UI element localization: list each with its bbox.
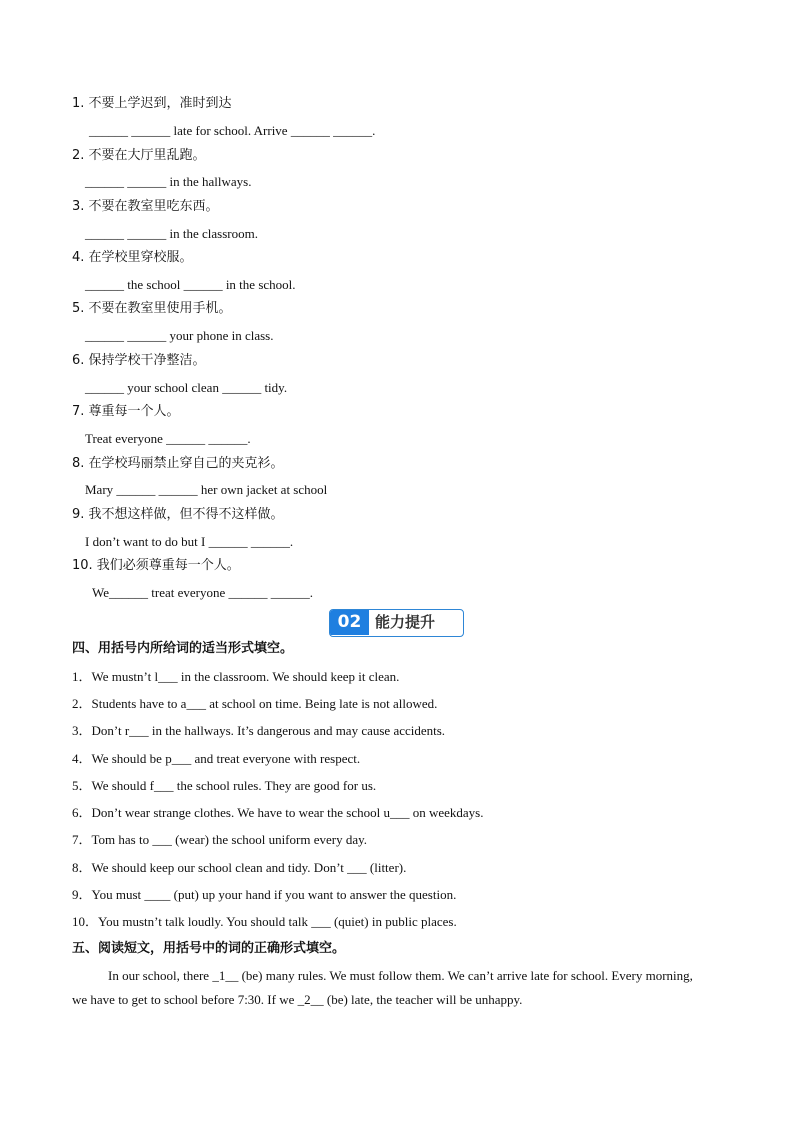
s4-item-8: 8．We should keep our school clean and tidy. Don’t ___ (litter). <box>72 860 407 875</box>
badge-number: 02 <box>330 610 369 635</box>
item-1-chinese: 1. 不要上学迟到，准时到达 <box>72 96 232 111</box>
item-9-english: I don’t want to do but I ______ ______. <box>85 534 294 549</box>
s5-paragraph-line-1: In our school, there _1__ (be) many rules. We must follow them. We can’t arrive late for school. Every morning, <box>108 968 693 983</box>
s4-item-1: 1．We mustn’t l___ in the classroom. We should keep it clean. <box>72 669 400 684</box>
item-3-chinese: 3. 不要在教室里吃东西。 <box>72 199 219 214</box>
item-2-english: ______ ______ in the hallways. <box>85 174 252 189</box>
item-4-chinese: 4. 在学校里穿校服。 <box>72 250 193 265</box>
s4-item-9: 9．You must ____ (put) up your hand if you want to answer the question. <box>72 887 457 902</box>
item-3-english: ______ ______ in the classroom. <box>85 226 258 241</box>
section-4-heading: 四、用括号内所给词的适当形式填空。 <box>72 641 294 656</box>
s4-item-7: 7．Tom has to ___ (wear) the school uniform every day. <box>72 832 368 847</box>
item-7-english: Treat everyone ______ ______. <box>85 431 251 446</box>
item-8-chinese: 8. 在学校玛丽禁止穿自己的夹克衫。 <box>72 456 284 471</box>
s4-item-6: 6．Don’t wear strange clothes. We have to wear the school u___ on weekdays. <box>72 805 484 820</box>
s4-item-10: 10．You mustn’t talk loudly. You should talk ___ (quiet) in public places. <box>72 914 457 929</box>
item-5-english: ______ ______ your phone in class. <box>85 328 274 343</box>
item-6-english: ______ your school clean ______ tidy. <box>85 380 288 395</box>
s4-item-3: 3．Don’t r___ in the hallways. It’s dangerous and may cause accidents. <box>72 723 446 738</box>
item-8-english: Mary ______ ______ her own jacket at school <box>85 482 328 497</box>
item-4-english: ______ the school ______ in the school. <box>85 277 296 292</box>
item-5-chinese: 5. 不要在教室里使用手机。 <box>72 301 232 316</box>
item-1-english: ______ ______ late for school. Arrive ______ ______. <box>89 123 376 138</box>
item-7-chinese: 7. 尊重每一个人。 <box>72 404 180 419</box>
item-9-chinese: 9. 我不想这样做，但不得不这样做。 <box>72 507 284 522</box>
section-5-heading: 五、阅读短文，用括号中的词的正确形式填空。 <box>72 941 346 956</box>
badge-title: 能力提升 <box>375 613 436 631</box>
s4-item-2: 2．Students have to a___ at school on time. Being late is not allowed. <box>72 696 438 711</box>
section-badge <box>329 609 464 637</box>
s5-paragraph-line-2: we have to get to school before 7:30. If we _2__ (be) late, the teacher will be unhappy. <box>72 992 523 1007</box>
item-10-english: We______ treat everyone ______ ______. <box>92 585 313 600</box>
s4-item-5: 5．We should f___ the school rules. They are good for us. <box>72 778 377 793</box>
s4-item-4: 4．We should be p___ and treat everyone with respect. <box>72 751 361 766</box>
item-10-chinese: 10. 我们必须尊重每一个人。 <box>72 558 240 573</box>
item-6-chinese: 6. 保持学校干净整洁。 <box>72 353 206 368</box>
item-2-chinese: 2. 不要在大厅里乱跑。 <box>72 148 206 163</box>
